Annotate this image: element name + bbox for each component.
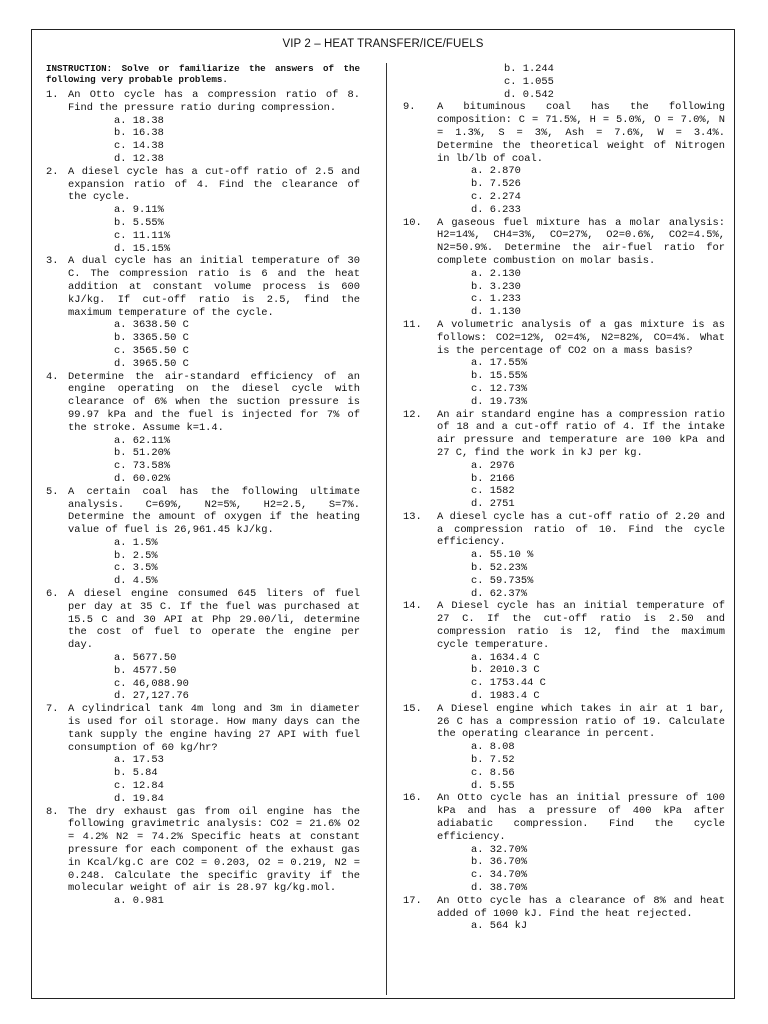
option: c. 2.274 [471, 190, 521, 203]
option: b. 7.526 [471, 178, 521, 191]
question-text: A diesel cycle has a cut-off ratio of 2.20 and a compression ratio of 10. Find the cycle efficiency. [437, 510, 725, 549]
question-number: 11. [403, 318, 422, 331]
question-2 [46, 166, 360, 256]
question-number: 9. [403, 101, 416, 114]
option: a. 0.981 [114, 895, 164, 908]
option: a. 564 kJ [471, 920, 528, 933]
question-5 [46, 486, 360, 588]
question-number: 7. [46, 703, 59, 716]
question-text: A cylindrical tank 4m long and 3m in diameter is used for oil storage. How many days can the tank supply the engine having 27 API with fuel consumption of 60 kg/hr? [68, 703, 360, 754]
option-list [46, 537, 360, 588]
option: c. 12.73% [471, 382, 528, 395]
option: c. 3565.50 C [114, 344, 189, 357]
option: b. 2166 [471, 472, 515, 485]
right-question-list [403, 101, 725, 933]
question-text: An Otto cycle has a clearance of 8% and heat added of 1000 kJ. Find the heat rejected. [437, 894, 725, 920]
option-list [46, 435, 360, 486]
option: a. 17.55% [471, 357, 528, 370]
option: d. 5.55 [471, 779, 515, 792]
option: a. 62.11% [114, 434, 171, 447]
question-text: Determine the air-standard efficiency of an engine operating on the diesel cycle with clearance of 6% when the suction pressure is 99.97 kPa and the fuel is injected for 7% of the stroke. Assume k=1.4. [68, 370, 360, 434]
option: c. 46,088.90 [114, 677, 189, 690]
option: d. 19.84 [114, 792, 164, 805]
option: b. 4577.50 [114, 664, 177, 677]
question-number: 13. [403, 510, 422, 523]
question-4 [46, 371, 360, 486]
question-15 [403, 703, 725, 793]
option: a. 2.870 [471, 165, 521, 178]
question-number: 6. [46, 588, 59, 601]
option: b. 2.5% [114, 549, 158, 562]
option: a. 3638.50 C [114, 319, 189, 332]
question-number: 15. [403, 702, 422, 715]
question-11 [403, 319, 725, 409]
option: d. 62.37% [471, 587, 528, 600]
question-number: 14. [403, 600, 422, 613]
question-number: 4. [46, 370, 59, 383]
option: b. 2010.3 C [471, 664, 540, 677]
instruction-text: INSTRUCTION: Solve or familiarize the answers of the following very probable problems. [46, 63, 360, 85]
column-divider [386, 63, 387, 995]
option-list [46, 895, 360, 908]
option: a. 18.38 [114, 114, 164, 127]
option: c. 8.56 [471, 766, 515, 779]
option-list [46, 319, 360, 370]
option: a. 2.130 [471, 267, 521, 280]
question-number: 8. [46, 805, 59, 818]
option: a. 1.5% [114, 536, 158, 549]
option: b. 15.55% [471, 370, 528, 383]
option: a. 9.11% [114, 204, 164, 217]
question-text: A certain coal has the following ultimate analysis. C=69%, N2=5%, H2=2.5, S=7%. Determine the amount of oxygen if the heating value of fuel is 26,961.45 kJ/kg. [68, 485, 360, 537]
option: d. 60.02% [114, 472, 171, 485]
option: c. 12.84 [114, 780, 164, 793]
option: c. 11.11% [114, 229, 171, 242]
question-text: A Diesel cycle has an initial temperature of 27 C. If the cut-off ratio is 2.50 and compression ratio is 12, find the maximum cycle temperature. [437, 600, 725, 651]
question-13 [403, 511, 725, 601]
question-text: An Otto cycle has an initial pressure of 100 kPa and has a pressure of 400 kPa after adiabatic compression. Find the cycle efficiency. [437, 792, 725, 843]
option: a. 55.10 % [471, 549, 534, 562]
option: b. 3365.50 C [114, 332, 189, 345]
option: d. 38.70% [471, 882, 528, 894]
question-text: An Otto cycle has a compression ratio of 8. Find the pressure ratio during compression. [68, 89, 360, 114]
question-text: A bituminous coal has the following composition: C = 71.5%, H = 5.0%, O = 7.0%, N = 1.3%, S = 3%, Ash = 7.6%, W = 3.4%. Determine the theoretical weight of Nitrogen in lb/lb of coal. [437, 101, 725, 165]
option: c. 1.055 [504, 75, 554, 88]
option: b. 3.230 [471, 280, 521, 293]
question-1 [46, 89, 360, 166]
option: c. 14.38 [114, 140, 164, 153]
option-list [403, 920, 725, 933]
question-14 [403, 600, 725, 702]
option-list [403, 357, 725, 408]
question-10 [403, 217, 725, 319]
option: b. 16.38 [114, 127, 164, 140]
option: d. 27,127.76 [114, 690, 189, 703]
option-list [403, 268, 725, 319]
question-number: 17. [403, 894, 422, 907]
option: a. 2976 [471, 459, 515, 472]
question-number: 12. [403, 408, 422, 421]
page-title: VIP 2 – HEAT TRANSFER/ICE/FUELS [282, 38, 484, 50]
option: c. 59.735% [471, 574, 534, 587]
question-text: An air standard engine has a compression ratio of 18 and a cut-off ratio of 4. If the intake air pressure and temperature are 100 kPa and 27 C, find the work in kJ per kg. [437, 408, 725, 459]
option: b. 51.20% [114, 447, 171, 460]
option: d. 1983.4 C [471, 690, 540, 703]
option: b. 7.52 [471, 754, 515, 767]
left-column [46, 63, 360, 908]
option: c. 1582 [471, 485, 515, 498]
question-8 [46, 806, 360, 908]
question-number: 3. [46, 255, 59, 268]
option-list [403, 549, 725, 600]
question-number: 2. [46, 165, 59, 178]
continued-options [403, 63, 725, 101]
option: c. 34.70% [471, 869, 528, 882]
option: d. 2751 [471, 498, 515, 511]
question-text: A volumetric analysis of a gas mixture is as follows: CO2=12%, O2=4%, N2=82%, CO=4%. What is the percentage of CO2 on a mass basis? [437, 318, 725, 357]
question-3 [46, 255, 360, 370]
option-list [403, 741, 725, 792]
option: a. 32.70% [471, 843, 528, 856]
option: a. 5677.50 [114, 652, 177, 665]
option-list [46, 115, 360, 166]
question-12 [403, 409, 725, 511]
question-6 [46, 588, 360, 703]
option: d. 6.233 [471, 203, 521, 216]
option: b. 5.55% [114, 216, 164, 229]
option: d. 1.130 [471, 306, 521, 319]
question-16 [403, 792, 725, 894]
option: d. 0.542 [504, 88, 554, 101]
option-list [403, 652, 725, 703]
option: b. 1.244 [504, 63, 554, 75]
question-17 [403, 895, 725, 933]
question-number: 10. [403, 216, 422, 229]
question-number: 5. [46, 485, 59, 498]
question-text: A diesel cycle has a cut-off ratio of 2.5 and expansion ratio of 4. Find the clearance of the cycle. [68, 165, 360, 204]
option: b. 36.70% [471, 856, 528, 869]
question-7 [46, 703, 360, 805]
option: c. 1.233 [471, 293, 521, 306]
option: d. 4.5% [114, 575, 158, 588]
option: b. 5.84 [114, 767, 158, 780]
option: d. 19.73% [471, 395, 528, 408]
option-list [403, 844, 725, 895]
left-question-list [46, 89, 360, 908]
question-number: 1. [46, 89, 59, 101]
option: a. 1634.4 C [471, 651, 540, 664]
option: d. 15.15% [114, 242, 171, 255]
question-text: A gaseous fuel mixture has a molar analysis: H2=14%, CH4=3%, CO=27%, O2=0.6%, CO2=4.5%, N2=50.9%. Determine the air-fuel ratio for complete combustion on molar basis. [437, 216, 725, 267]
question-text: A dual cycle has an initial temperature of 30 C. The compression ratio is 6 and the heat addition at constant volume process is 600 kJ/kg. If cut-off ratio is 2.5, find the maximum temperature of the cycle. [68, 255, 360, 319]
option: c. 3.5% [114, 562, 158, 575]
question-number: 16. [403, 792, 422, 805]
option: c. 1753.44 C [471, 677, 546, 690]
option-list [46, 754, 360, 805]
option: d. 12.38 [114, 152, 164, 165]
option: d. 3965.50 C [114, 357, 189, 370]
option-list [403, 460, 725, 511]
right-column [403, 63, 725, 933]
option: b. 52.23% [471, 562, 528, 575]
option: a. 8.08 [471, 741, 515, 754]
option-list [46, 652, 360, 703]
question-text: A Diesel engine which takes in air at 1 bar, 26 C has a compression ratio of 19. Calculate the operating clearance in percent. [437, 702, 725, 741]
option-list [46, 204, 360, 255]
option-list [403, 165, 725, 216]
question-text: A diesel engine consumed 645 liters of fuel per day at 35 C. If the fuel was purchased at 15.5 C and 30 API at Php 29.00/li, determine the cost of fuel to operate the engine per day. [68, 588, 360, 652]
question-9 [403, 101, 725, 216]
option: a. 17.53 [114, 754, 164, 767]
option: c. 73.58% [114, 460, 171, 473]
question-text: The dry exhaust gas from oil engine has the following gravimetric analysis: CO2 = 21.6% O2 = 4.2% N2 = 74.2% Specific heats at constant pressure for each component of the exhaust gas in Kcal/kg.C are CO2 = 0.203, O2 = 0.219, N2 = 0.248. Calculate the specific gravity if the molecular weight of air is 28.97 kg/kg.mol. [68, 805, 360, 895]
document-page [31, 29, 735, 999]
